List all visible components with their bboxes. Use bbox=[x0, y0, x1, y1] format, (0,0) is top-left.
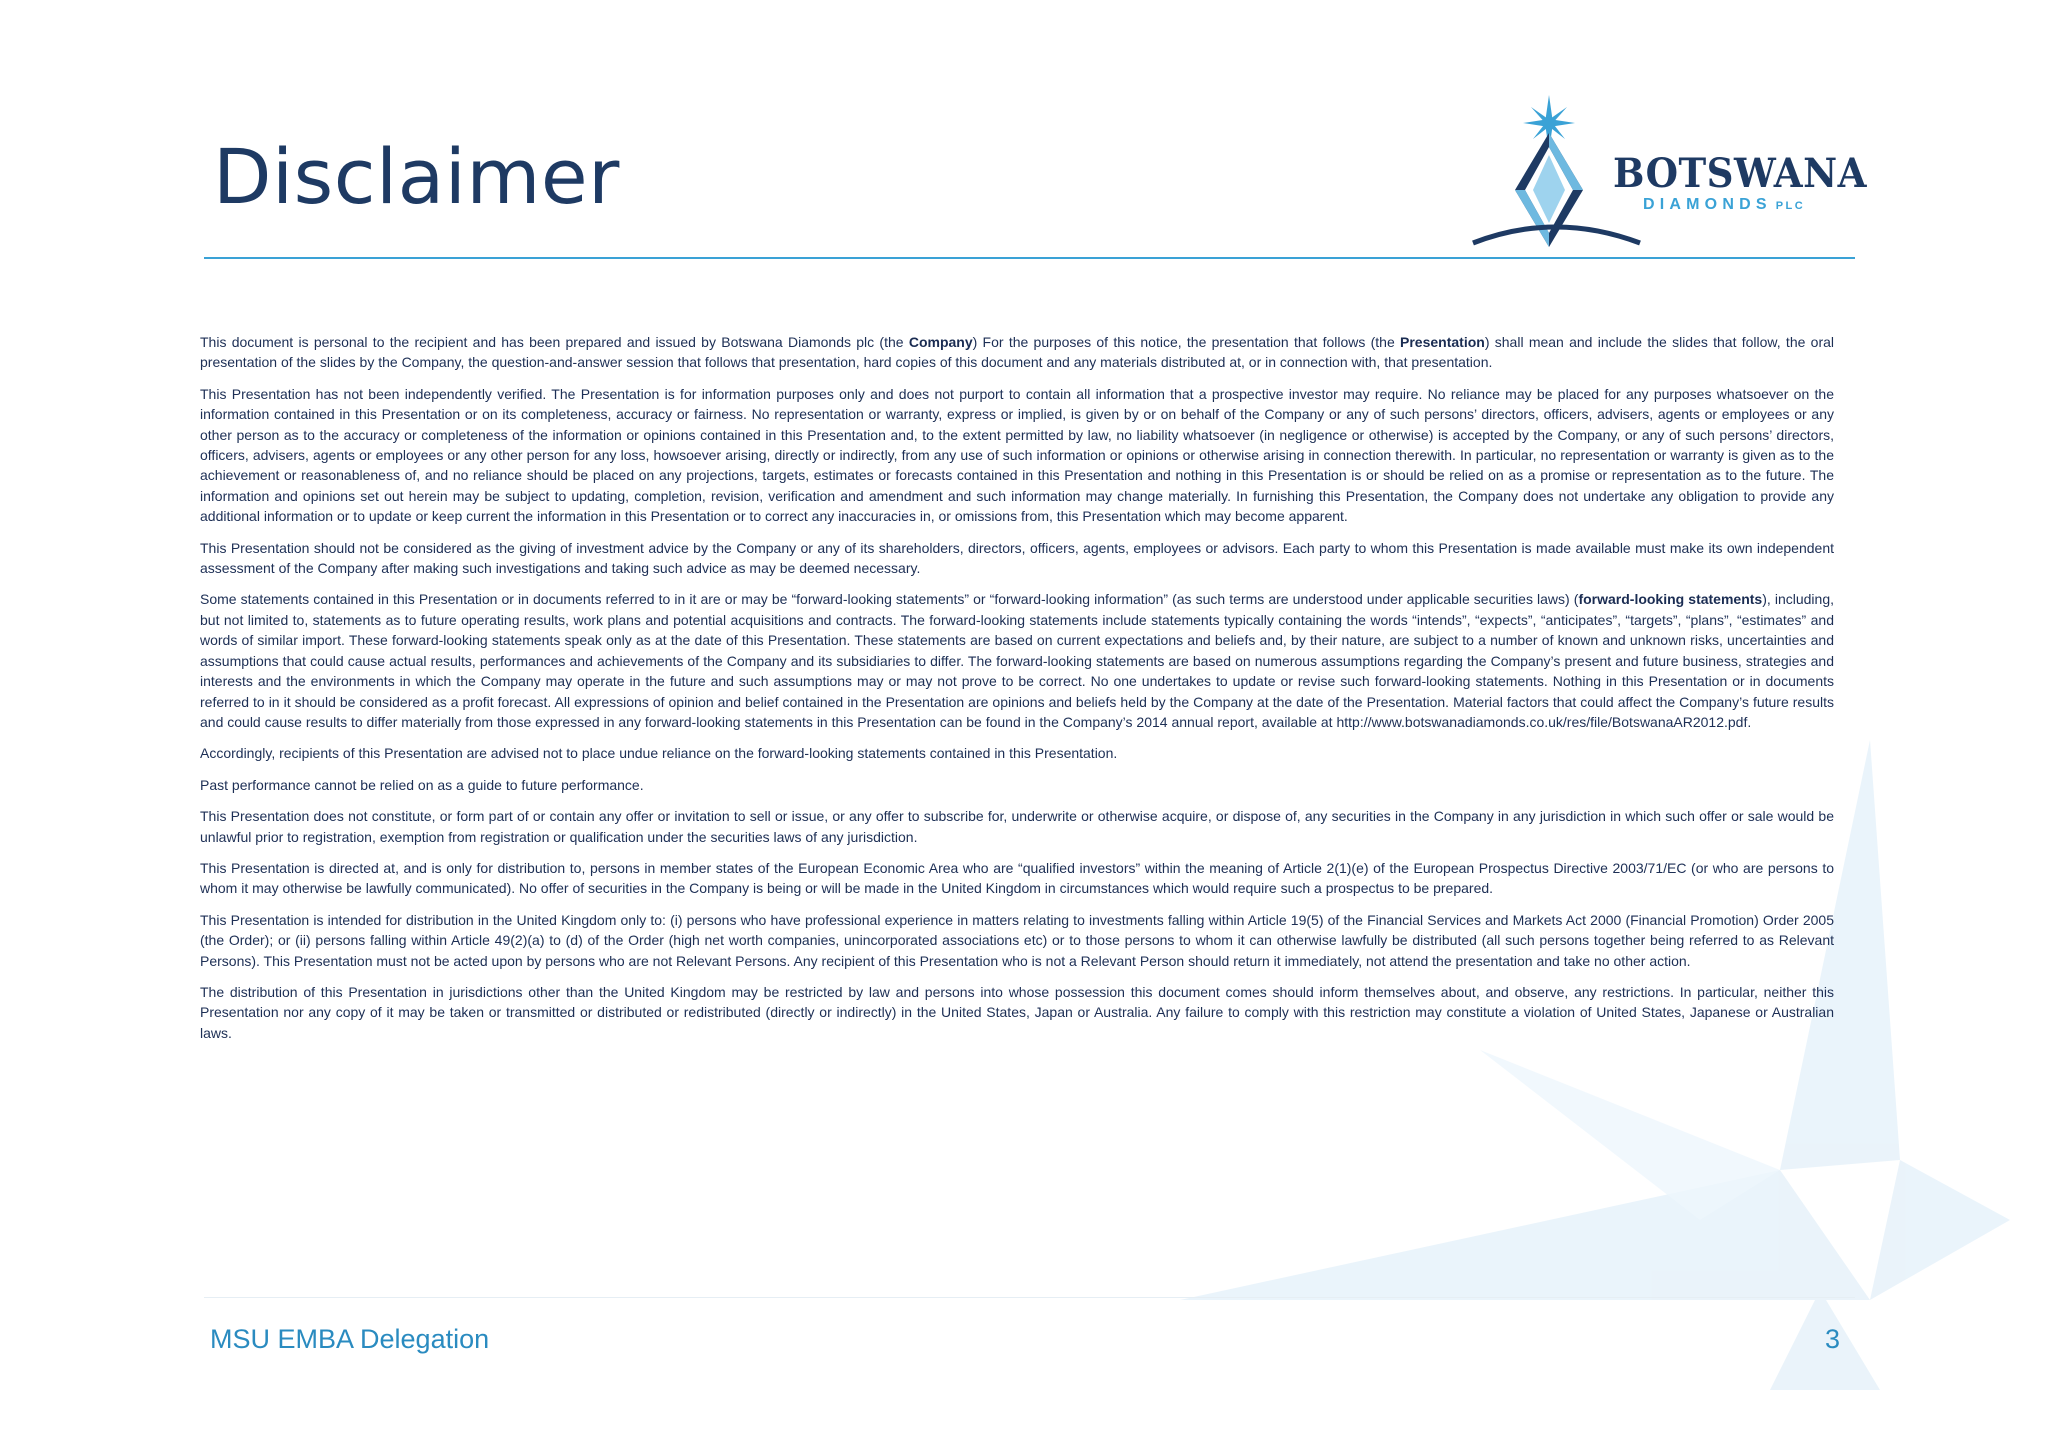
page-number: 3 bbox=[1824, 1324, 1840, 1354]
logo-subtitle: DIAMONDS PLC bbox=[1643, 196, 1806, 213]
footer-divider bbox=[204, 1297, 1855, 1298]
disclaimer-body bbox=[200, 332, 1834, 1054]
paragraph-text: The distribution of this Presentation in jurisdictions other than the United Kingdom may be restricted by law and persons into whose possession this document comes should inform themselves about, and observe, any restrictions. In particular, neither this Presentation nor any copy of it may be taken or transmitted or distributed or redistributed (directly or indirectly) in the United States, Japan or Australia. Any failure to comply with this restriction may constitute a violation of United States, Japanese or Australian laws. bbox=[200, 983, 1834, 1041]
paragraph-text: This Presentation is directed at, and is only for distribution to, persons in member states of the European Economic Area who are “qualified investors” within the meaning of Article 2(1)(e) of the European Prospectus Directive 2003/71/EC (or who are persons to whom it may otherwise be lawfully communicated). No offer of securities in the Company is being or will be made in the United Kingdom in circumstances which would require such a prospectus to be prepared. bbox=[200, 859, 1834, 897]
paragraph-text: ) For the purposes of this notice, the presentation that follows (the bbox=[972, 334, 1401, 350]
paragraph-text: Accordingly, recipients of this Presentation are advised not to place undue reliance on the forward-looking statements contained in this Presentation. bbox=[200, 745, 1118, 762]
disclaimer-paragraph bbox=[200, 775, 1834, 795]
paragraph-text: This Presentation does not constitute, or form part of or contain any offer or invitation to sell or issue, or any offer to subscribe for, underwrite or otherwise acquire, or dispose of, any securities in the Company in any jurisdiction in which such offer or sale would be unlawful prior to registration, exemption from registration or qualification under the securities laws of any jurisdiction. bbox=[200, 808, 1834, 845]
defined-term: Company bbox=[908, 334, 973, 350]
paragraph-text: This document is personal to the recipient and has been prepared and issued by Botswana Diamonds plc (the bbox=[200, 334, 909, 350]
defined-term: forward-looking statements bbox=[1578, 591, 1763, 608]
disclaimer-paragraph bbox=[200, 332, 1834, 373]
page-title: Disclaimer bbox=[213, 132, 620, 221]
paragraph-text: ) shall mean and include the slides that follow, the oral presentation of the slides by the Company, the question-and-answer session that follows that presentation, hard copies of this document and any materials distributed at, or in connection with, that presentation. bbox=[200, 334, 1834, 371]
paragraph-text: This Presentation should not be considered as the giving of investment advice by the Company or any of its shareholders, directors, officers, agents, employees or advisors. Each party to whom this Presentation is made available must make its own independent assessment of the Company after making such investigations and taking such advice as may be deemed necessary. bbox=[200, 539, 1834, 577]
disclaimer-paragraph bbox=[200, 858, 1834, 899]
logo-name: BOTSWANA bbox=[1613, 150, 1867, 197]
paragraph-text: This Presentation is intended for distribution in the United Kingdom only to: (i) persons who have professional experience in matters relating to investments falling within Article 19(5) of the Financial Services and Markets Act 2000 (Financial Promotion) Order 2005 (the Order); or (ii) persons falling within Article 49(2)(a) to (d) of the Order (high net worth companies, unincorporated associations etc) or to those persons to whom it can otherwise lawfully be distributed (all such persons together being referred to as Relevant Persons). This Presentation must not be acted upon by persons who are not Relevant Persons. Any recipient of this Presentation who is not a Relevant Person should return it immediately, not attend the presentation and take no other action. bbox=[200, 911, 1834, 969]
disclaimer-paragraph bbox=[200, 538, 1834, 579]
header-divider bbox=[204, 257, 1855, 259]
paragraph-text: This Presentation has not been independently verified. The Presentation is for information purposes only and does not purport to contain all information that a prospective investor may require. No reliance may be placed for any purposes whatsoever on the information contained in this Presentation or on its completeness, accuracy or fairness. No representation or warranty, express or implied, is given by or on behalf of the Company or any of such persons’ directors, officers, advisers, agents or employees or any other person as to the accuracy or completeness of the information or opinions contained in this Presentation and, to the extent permitted by law, no liability whatsoever (in negligence or otherwise) is accepted by the Company, or any of such persons’ directors, officers, advisers, agents or employees or any other person for any loss, howsoever arising, directly or indirectly, from any use of such information or opinions or otherwise arising in connection therewith. In particular, no representation or warranty is given as to the achievement or reasonableness of, and no reliance should be placed on any projections, targets, estimates or forecasts contained in this Presentation and nothing in this Presentation is or should be relied on as a promise or representation as to the future. The information and opinions set out herein may be subject to updating, completion, revision, verification and amendment and such information may change materially. In furnishing this Presentation, the Company does not undertake any obligation to provide any additional information or to update or keep current the information in this Presentation or to correct any inaccuracies in, or omissions from, this Presentation which may become apparent. bbox=[200, 385, 1834, 525]
paragraph-text: Past performance cannot be relied on as a guide to future performance. bbox=[200, 776, 644, 793]
disclaimer-paragraph bbox=[200, 910, 1834, 971]
disclaimer-paragraph bbox=[200, 982, 1834, 1043]
disclaimer-paragraph bbox=[200, 384, 1834, 527]
paragraph-text: Some statements contained in this Presentation or in documents referred to in it are or may be “forward-looking statements” or “forward-looking information” (as such terms are understood under applicable securities laws) ( bbox=[200, 591, 1579, 608]
disclaimer-paragraph bbox=[200, 743, 1834, 763]
defined-term: Presentation bbox=[1400, 334, 1485, 350]
paragraph-text: ), including, but not limited to, statements as to future operating results, work plans and potential acquisitions and contracts. The forward-looking statements include statements typically containing the words “intends”, “expects”, “anticipates”, “targets”, “plans”, “estimates” and words of similar import. These forward-looking statements speak only as at the date of this Presentation. These statements are based on current expectations and beliefs and, by their nature, are subject to a number of known and unknown risks, uncertainties and assumptions that could cause actual results, performances and achievements of the Company and its subsidiaries to differ. The forward-looking statements are based on numerous assumptions regarding the Company’s present and future business, strategies and interests and the environments in which the Company may operate in the future and such assumptions may or may not prove to be correct. No one undertakes to update or revise such forward-looking statements. Nothing in this Presentation or in documents referred to in it should be considered as a profit forecast. All expressions of opinion and belief contained in the Presentation are opinions and beliefs held by the Company at the date of the Presentation. Material factors that could affect the Company’s future results and could cause results to differ materially from those expressed in any forward-looking statements in this Presentation can be found in the Company’s 2014 annual report, available at http://www.botswanadiamonds.co.uk/res/file/BotswanaAR2012.pdf. bbox=[200, 591, 1834, 730]
footer-label: MSU EMBA Delegation bbox=[210, 1324, 490, 1354]
disclaimer-paragraph bbox=[200, 589, 1834, 732]
disclaimer-paragraph bbox=[200, 806, 1834, 847]
